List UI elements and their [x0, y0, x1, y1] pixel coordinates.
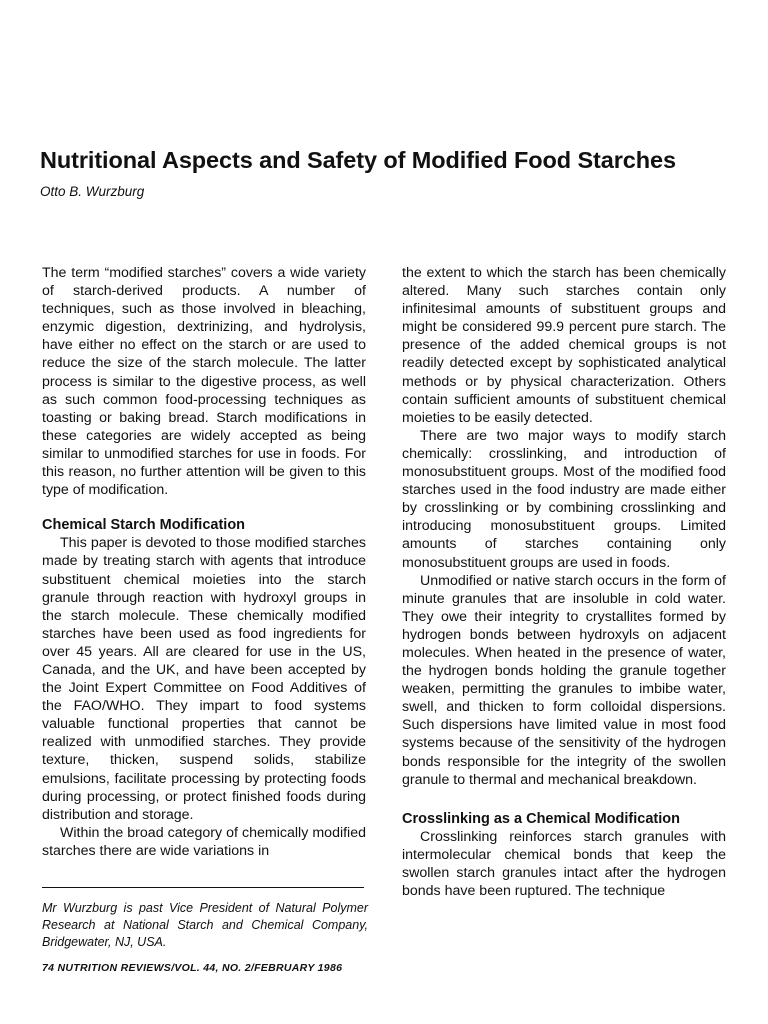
article-author: Otto B. Wurzburg — [40, 184, 145, 199]
page-footer: 74 NUTRITION REVIEWS/VOL. 44, NO. 2/FEBRUARY 1986 — [42, 962, 343, 974]
footnote-divider — [42, 887, 364, 888]
body-paragraph: There are two major ways to modify starch chemically: crosslinking, and introduction of monosubstituent groups. Most of the modified food starches used in the food industry are made either by crosslinking or by combining crosslinking and introducing monosubstituent groups. Limited amounts of starches containing only monosubstituent groups are used in foods. — [402, 427, 726, 571]
section-heading: Chemical Starch Modification — [42, 517, 246, 534]
body-paragraph: The term “modified starches” covers a wide variety of starch-derived products. A number of techniques, such as those involved in bleaching, enzymic digestion, dextrinizing, and hydrolysis, have either no effect on the starch or are used to reduce the size of the starch molecule. The latter process is similar to the digestive process, as well as such common food-processing techniques as toasting or baking bread. Starch modifications in these categories are widely accepted as being similar to unmodified starches for use in foods. For this reason, no further attention will be given to this type of modification. — [42, 265, 366, 499]
right-column — [402, 264, 726, 900]
section-heading: Crosslinking as a Chemical Modification — [402, 810, 680, 827]
body-paragraph: Unmodified or native starch occurs in the form of minute granules that are insoluble in cold water. They owe their integrity to crystallites formed by hydrogen bonds between hydroxyls on adjacent molecules. When heated in the presence of water, the hydrogen bonds holding the granule together weaken, permitting the granules to imbibe water, swell, and thicken to form colloidal dispersions. Such dispersions have limited value in most food systems because of the sensitivity of the hydrogen bonds responsible for the integrity of the swollen granule to thermal and mechanical breakdown. — [402, 572, 726, 788]
article-title: Nutritional Aspects and Safety of Modified Food Starches — [40, 147, 676, 173]
body-paragraph: This paper is devoted to those modified starches made by treating starch with agents that introduce substituent chemical moieties into the starch granule through reaction with hydroxyl groups in the starch molecule. These chemically modified starches have been used as food ingredients for over 45 years. All are cleared for use in the US, Canada, and the UK, and have been accepted by the Joint Expert Committee on Food Additives of the FAO/WHO. They impart to food systems valuable functional properties that cannot be realized with unmodified starches. They provide texture, thicken, suspend solids, stabilize emulsions, facilitate processing by protecting foods during processing, or protect finished foods during distribution and storage. — [42, 535, 366, 823]
left-column — [42, 264, 366, 860]
body-paragraph: the extent to which the starch has been chemically altered. Many such starches contain only infinitesimal amounts of substituent groups and might be considered 99.9 percent pure starch. The presence of the added chemical groups is not readily detected except by sophisticated analytical methods or by physical characterization. Others contain sufficient amounts of substituent chemical moieties to be easily detected. — [402, 265, 726, 426]
author-footnote: Mr Wurzburg is past Vice President of Natural Polymer Research at National Starch and Chemical Company, Bridgewater, NJ, USA. — [42, 901, 368, 949]
body-paragraph: Crosslinking reinforces starch granules with intermolecular chemical bonds that keep the swollen starch granules intact after the hydrogen bonds have been ruptured. The technique — [402, 828, 726, 900]
body-paragraph: Within the broad category of chemically modified starches there are wide variations in — [42, 824, 366, 859]
